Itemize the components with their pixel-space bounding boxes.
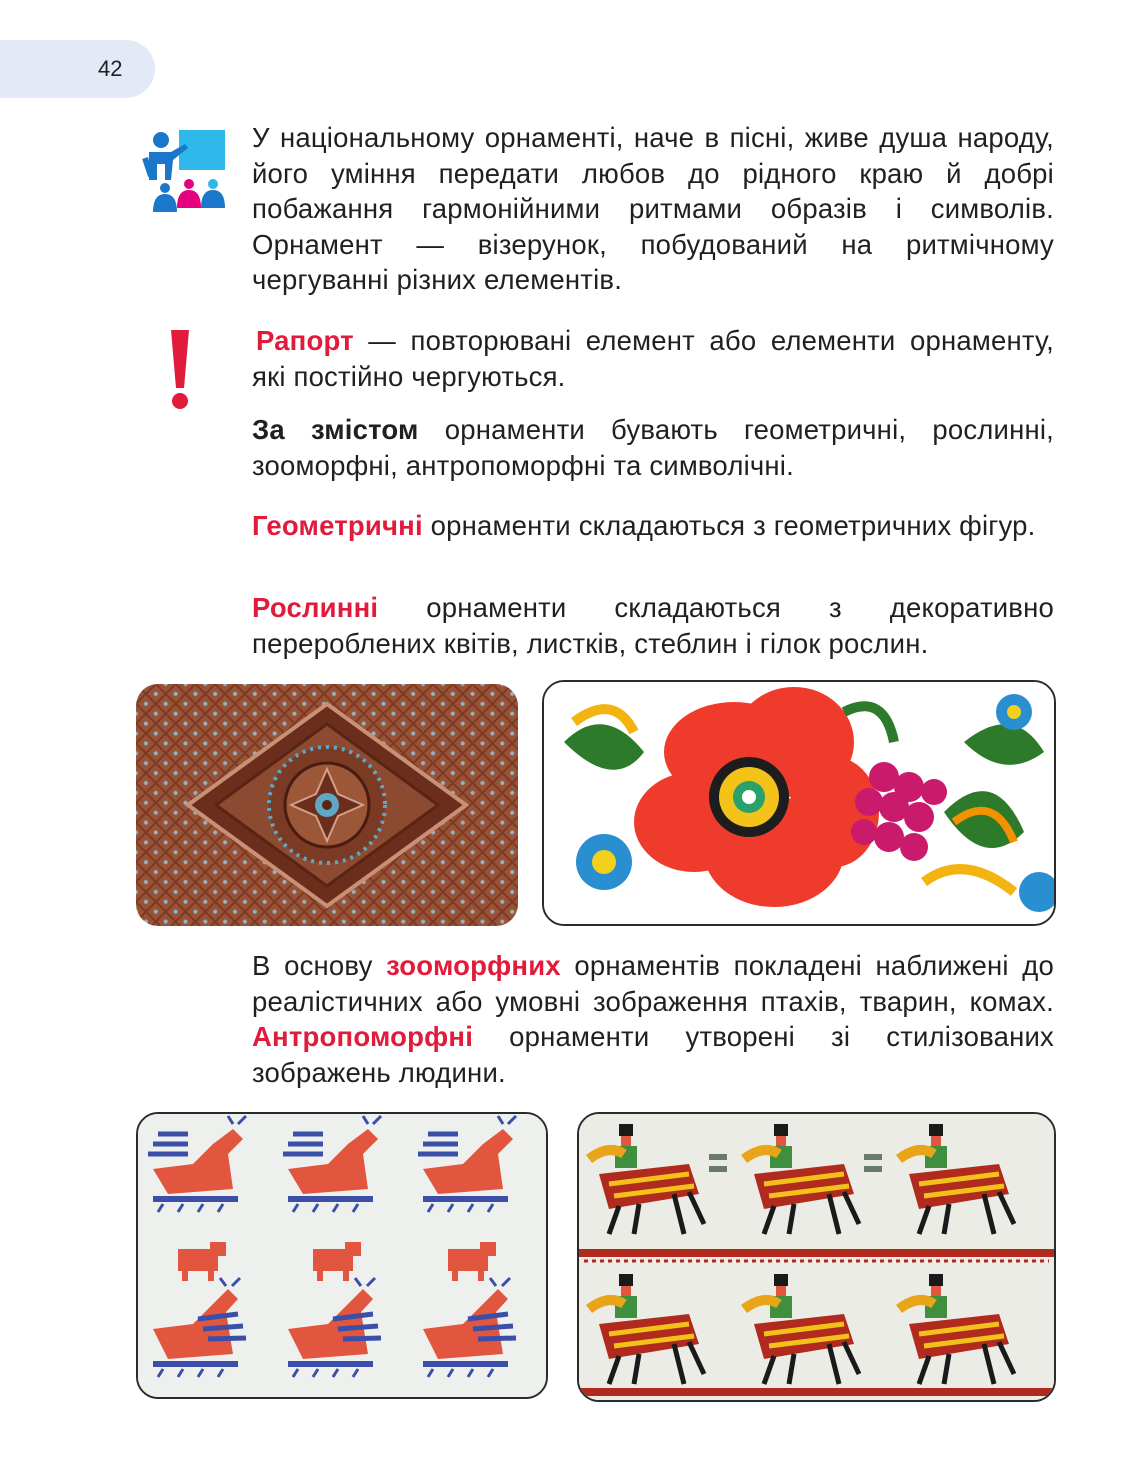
plant-paragraph bbox=[252, 590, 1054, 661]
page-number-tab bbox=[0, 40, 155, 98]
exclamation-icon bbox=[168, 328, 192, 410]
content-types-term: За змістом bbox=[252, 414, 419, 445]
intro-text: У національному орнаменті, наче в пісні, живе душа народу, його уміння передати любов до рідного краю й добрі побажання гармонійними ритмами образів і символів. Орнамент — візерунок, побудований на ритмічному чергуванні різних елементів. bbox=[252, 122, 1054, 295]
geometric-term: Геометричні bbox=[252, 510, 423, 541]
zoo-text: орнаментів покладені наближені до реалістичних або умовні зображення птахів, тварин, комах. bbox=[252, 950, 1054, 1017]
rapport-text: — повторювані елемент або елементи орнаменту, які постійно чергуються. bbox=[252, 325, 1054, 392]
plant-ornament-image bbox=[542, 680, 1056, 926]
plant-term: Рослинні bbox=[252, 592, 379, 623]
rapport-paragraph bbox=[252, 323, 1054, 394]
zoo-prefix: В основу bbox=[252, 950, 387, 981]
zoo-anthro-paragraph bbox=[252, 948, 1054, 1090]
plant-text: орнаменти складаються з декоративно перероблених квітів, листків, стеблин і гілок рослин. bbox=[252, 592, 1054, 659]
anthropomorphic-term: Антропоморфні bbox=[252, 1021, 474, 1052]
geometric-paragraph bbox=[252, 508, 1054, 544]
content-types-paragraph bbox=[252, 412, 1054, 483]
anthro-text: орнаменти утворені зі стилізованих зображень людини. bbox=[252, 1021, 1054, 1088]
rapport-term: Рапорт bbox=[256, 325, 354, 356]
intro-paragraph bbox=[252, 120, 1054, 298]
page-number: 42 bbox=[98, 56, 123, 81]
geometric-text: орнаменти складаються з геометричних фігур. bbox=[422, 510, 1036, 541]
zoomorphic-term: зооморфних bbox=[386, 950, 561, 981]
zoomorphic-embroidery-image bbox=[136, 1112, 548, 1399]
anthropomorphic-embroidery-image bbox=[577, 1112, 1056, 1402]
geometric-carving-image bbox=[136, 684, 518, 926]
content-types-text: орнаменти бувають геометричні, рослинні, зооморфні, антропоморфні та символічні. bbox=[252, 414, 1055, 481]
teacher-presentation-icon bbox=[135, 128, 227, 214]
